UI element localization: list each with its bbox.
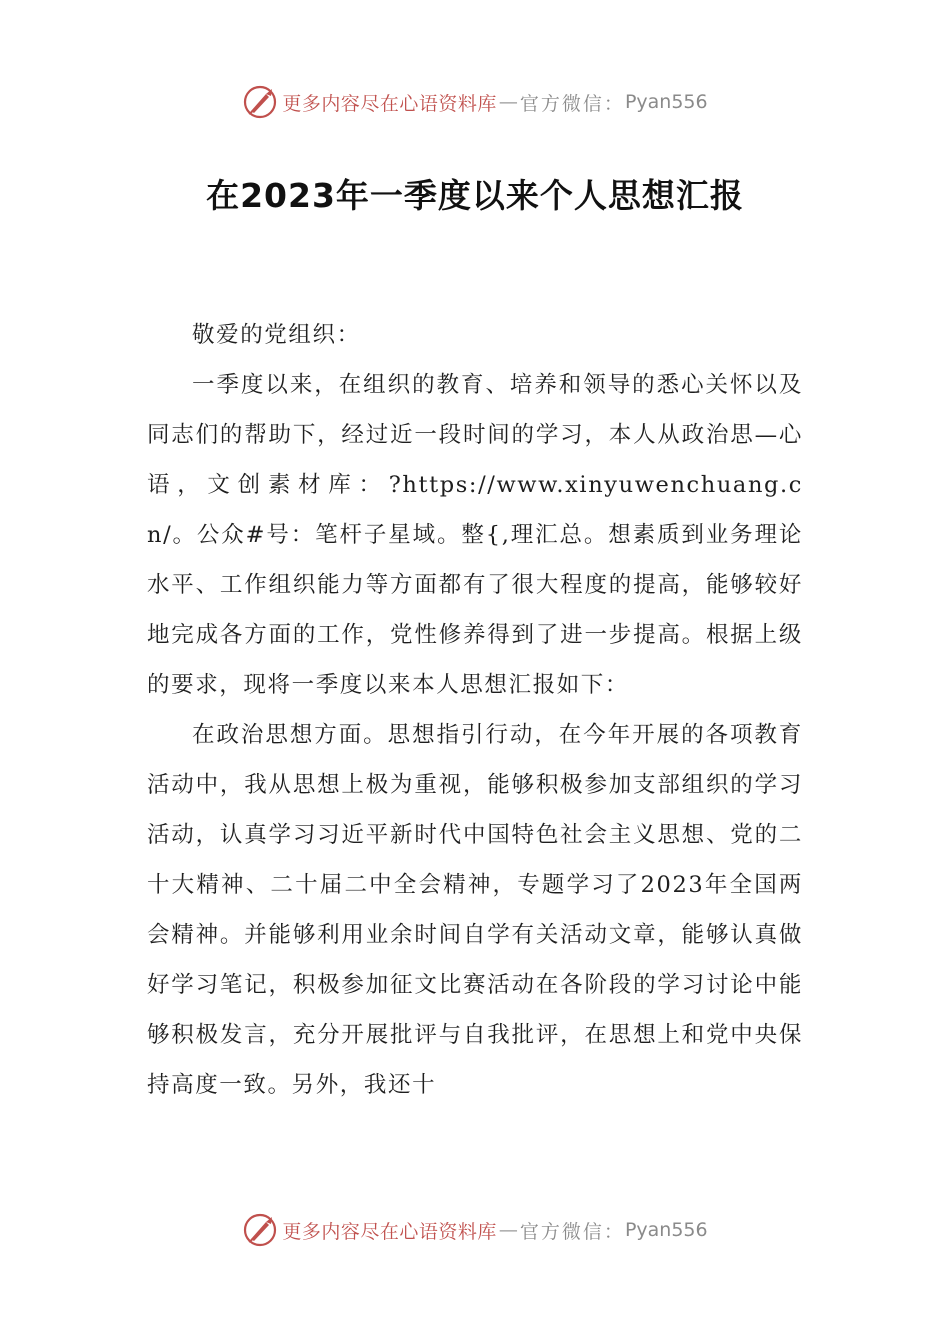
banner-site-text: 更多内容尽在心语资料库	[282, 92, 497, 115]
banner-dash: —	[498, 91, 518, 113]
salutation: 敬爱的党组织：	[192, 322, 361, 348]
paragraph-political: 在政治思想方面。思想指引行动，在今年开展的各项教育活动中，我从思想上极为重视，能够积极参加支部组织的学习活动，认真学习习近平新时代中国特色社会主义思想、党的二十大精神、二十届二中全会精神，专题学习了2023年全国两会精神。并能够利用业余时间自学有关活动文章，能够认真做好学习笔记，积极参加征文比赛活动在各阶段的学习讨论中能够积极发言，充分开展批评与自我批评，在思想上和党中央保持高度一致。另外，我还十	[147, 722, 803, 1098]
banner-wechat-id: Pyan556	[624, 1219, 708, 1241]
footer-watermark-banner	[0, 1210, 950, 1250]
quill-logo-icon	[242, 84, 278, 120]
header-watermark-banner	[0, 82, 950, 122]
paragraph-intro: 一季度以来，在组织的教育、培养和领导的悉心关怀以及同志们的帮助下，经过近一段时间的学习，本人从政治思—心语，文创素材库：?https://www.xinyuwenchuang.cn/。公众#号：笔杆子星域。整{,理汇总。想素质到业务理论水平、工作组织能力等方面都有了很大程度的提高，能够较好地完成各方面的工作，党性修养得到了进一步提高。根据上级的要求，现将一季度以来本人思想汇报如下：	[147, 372, 803, 698]
banner-site-text: 更多内容尽在心语资料库	[282, 1220, 497, 1243]
banner-wechat-id: Pyan556	[624, 91, 708, 113]
banner-wechat-label: 官方微信：	[519, 1220, 625, 1243]
document-title: 在2023年一季度以来个人思想汇报	[206, 176, 744, 215]
banner-dash: —	[498, 1219, 518, 1241]
banner-wechat-label: 官方微信：	[519, 92, 625, 115]
quill-logo-icon	[242, 1212, 278, 1248]
document-body	[147, 310, 803, 1110]
